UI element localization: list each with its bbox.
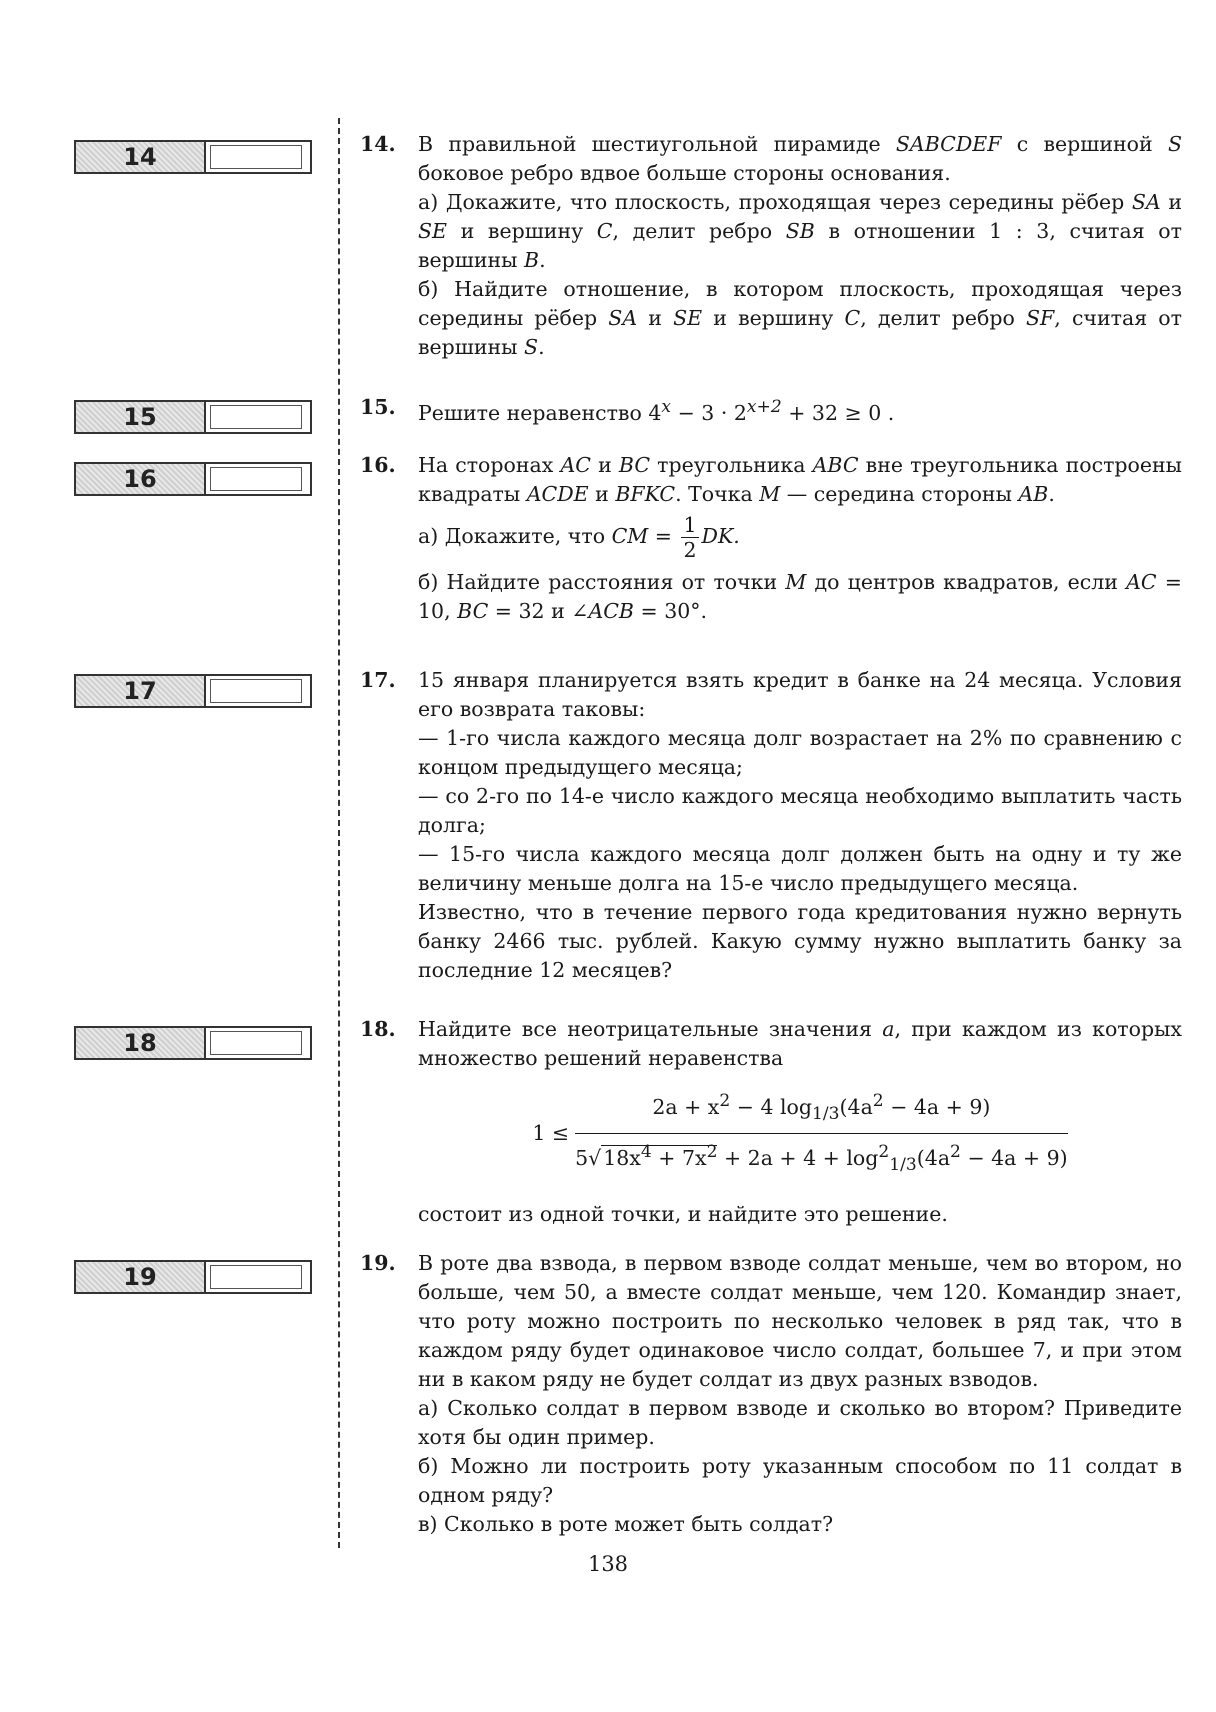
problem-part-b: б) Можно ли построить роту указанным способом по 11 солдат в одном ряду?	[418, 1454, 1182, 1507]
problem-line: — 15-го числа каждого месяца долг должен быть на одну и ту же величину меньше долга на 15-е число предыдущего месяца.	[418, 842, 1182, 895]
problem-statement: Решите неравенство $4^x - 3 \cdot 2^{x+2} + 32 \ge 0$ .	[418, 397, 895, 425]
problem-part-b: б) Найдите расстояния от точки M до центров квадратов, если AC = 10, BC = 32 и ∠ACB = 30°.	[418, 570, 1182, 623]
answer-box-17	[74, 674, 312, 708]
cut-line	[338, 118, 340, 1548]
answer-field-16[interactable]	[210, 467, 302, 491]
formula-fraction	[575, 1087, 1068, 1180]
answer-box-number: 19	[76, 1262, 206, 1292]
problem-statement: На сторонах AC и BC треугольника ABC вне треугольника построены квадраты ACDE и BFKC. Точка M — середина стороны AB.	[418, 453, 1182, 506]
answer-field-18[interactable]	[210, 1031, 302, 1055]
problem-statement: В роте два взвода, в первом взводе солдат меньше, чем во втором, но больше, чем 50, а вместе солдат меньше, чем 120. Командир знает, что роту можно построить по несколько человек в ряд так, что в каждом ряду будет одинаковое число солдат, большее 7, и при этом ни в каком ряду не будет солдат из двух разных взводов.	[418, 1251, 1182, 1391]
answer-field-14[interactable]	[210, 145, 302, 169]
problem-number: 14.	[360, 132, 396, 156]
problem-statement-end: состоит из одной точки, и найдите это решение.	[418, 1201, 948, 1226]
problem-statement: Найдите все неотрицательные значения a, при каждом из которых множество решений неравенства	[418, 1017, 1182, 1070]
problem-line: 15 января планируется взять кредит в банке на 24 месяца. Условия его возврата таковы:	[418, 668, 1182, 721]
answer-box-number: 17	[76, 676, 206, 706]
formula-numerator: $2a + x^2 - 4$ $\log_{1/3}(4a^2 - 4a + 9)$	[575, 1087, 1068, 1134]
answer-box-14	[74, 140, 312, 174]
problem-17	[360, 666, 1182, 985]
problem-15	[360, 393, 1182, 428]
answer-box-number: 14	[76, 142, 206, 172]
answer-field-15[interactable]	[210, 405, 302, 429]
problem-number: 19.	[360, 1251, 396, 1275]
answer-box-19	[74, 1260, 312, 1294]
page-number: 138	[587, 1552, 629, 1576]
problem-19	[360, 1249, 1182, 1539]
problem-part-c: в) Сколько в роте может быть солдат?	[418, 1512, 834, 1536]
problem-number: 16.	[360, 453, 396, 477]
formula-lhs: 1 ≤	[532, 1120, 570, 1145]
problem-16	[360, 451, 1182, 626]
answer-box-16	[74, 462, 312, 496]
answer-box-18	[74, 1026, 312, 1060]
problem-statement: В правильной шестиугольной пирамиде SABCDEF с вершиной S боковое ребро вдвое больше стороны основания.	[418, 132, 1183, 185]
formula-denominator: $5√18x^4 + 7x^2 + 2a + 4 + \log^2_{1/3}(4a^2 - 4a + 9)$	[575, 1141, 1068, 1175]
answer-field-17[interactable]	[210, 679, 302, 703]
inequality-formula	[418, 1087, 1182, 1180]
answer-field-19[interactable]	[210, 1265, 302, 1289]
answer-box-number: 15	[76, 402, 206, 432]
answer-box-number: 16	[76, 464, 206, 494]
problem-part-a: а) Сколько солдат в первом взводе и сколько во втором? Приведите хотя бы один пример.	[418, 1396, 1182, 1449]
fraction-one-half: $\frac{1}{2}$	[683, 513, 697, 562]
answer-box-15	[74, 400, 312, 434]
problem-part-a: а) Докажите, что плоскость, проходящая через середины рёбер SA и SE и вершину C, делит ребро SB в отношении 1 : 3, считая от вершины B.	[418, 190, 1182, 272]
answer-box-number: 18	[76, 1028, 206, 1058]
problem-part-b: б) Найдите отношение, в котором плоскость, проходящая через середины рёбер SA и SE и вершину C, делит ребро SF, считая от вершины S.	[418, 277, 1182, 359]
problem-line: — 1-го числа каждого месяца долг возрастает на 2% по сравнению с концом предыдущего месяца;	[418, 726, 1182, 779]
problem-number: 18.	[360, 1017, 396, 1041]
problem-18	[360, 1015, 1182, 1229]
problem-line: — со 2-го по 14-е число каждого месяца необходимо выплатить часть долга;	[418, 784, 1182, 837]
problem-part-a: а) Докажите, что CM = $\frac{1}{2}$ DK.	[418, 513, 740, 562]
problem-14	[360, 130, 1182, 362]
problem-number: 15.	[360, 395, 396, 419]
problem-number: 17.	[360, 668, 396, 692]
problem-line: Известно, что в течение первого года кредитования нужно вернуть банку 2466 тыс. рублей. Какую сумму нужно выплатить банку за последние 12 месяцев?	[418, 900, 1182, 982]
